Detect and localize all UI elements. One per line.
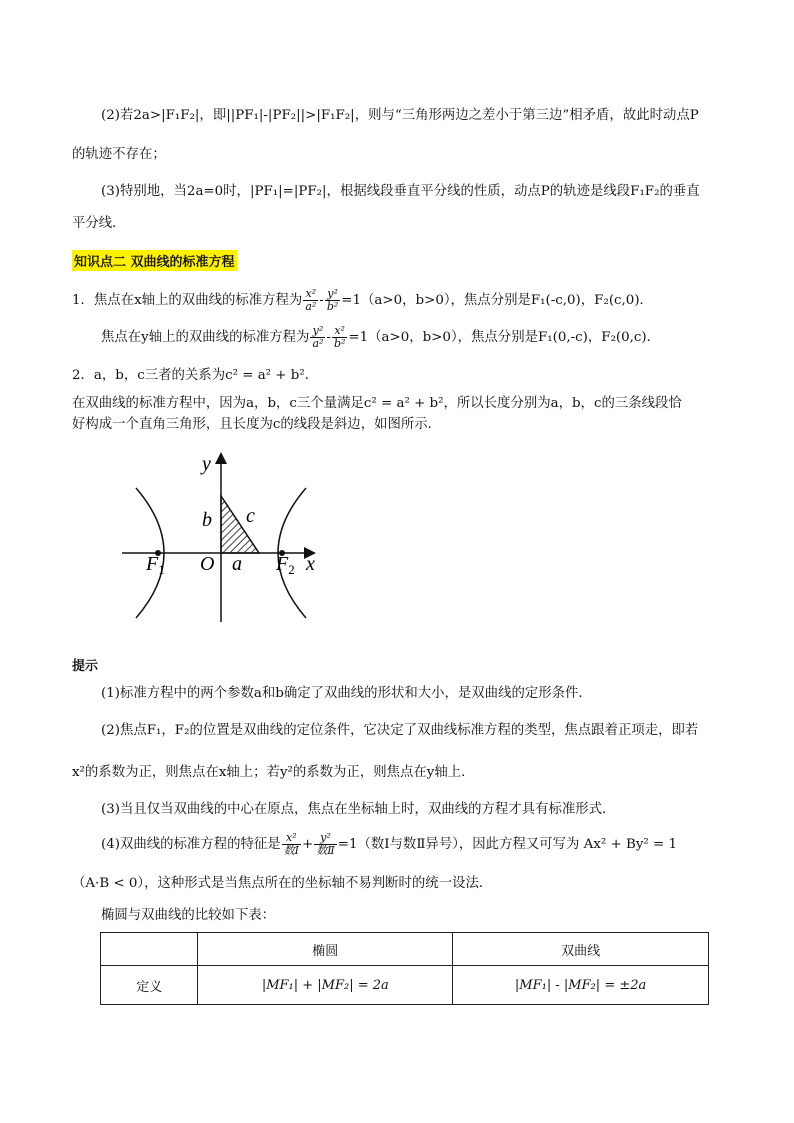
item1y-text-post: =1（a>0，b>0），焦点分别是F₁(0,-c)，F₂(0,c)． xyxy=(348,330,661,345)
label-c: c xyxy=(246,505,255,527)
comparison-table xyxy=(100,932,709,1005)
fraction-x2-a2: $\frac{\text{x²}}{\text{a²}}$ xyxy=(305,287,317,313)
label-b: b xyxy=(202,509,212,531)
minus-sign: - xyxy=(319,293,324,308)
tips-heading: 提示 xyxy=(72,659,99,674)
label-f2: $F_2$ xyxy=(276,553,295,577)
minus-sign-2: - xyxy=(326,330,331,345)
fraction-y2-b2: $\frac{\text{y²}}{\text{b²}}$ xyxy=(326,287,339,313)
tip-2-line2: x²的系数为正，则焦点在x轴上；若y²的系数为正，则焦点在y轴上． xyxy=(72,765,475,780)
header-cell-hyperbola: 双曲线 xyxy=(453,933,709,966)
tip-1: (1)标准方程中的两个参数a和b确定了双曲线的形状和大小，是双曲线的定形条件． xyxy=(101,686,592,701)
tip-4-line2: （A·B < 0），这种形式是当焦点所在的坐标轴不易判断时的统一设法． xyxy=(72,876,493,891)
label-x: x xyxy=(306,553,315,575)
header-cell-empty xyxy=(101,933,198,966)
ellipse-definition: |MF₁| + |MF₂| = 2a xyxy=(198,966,453,1005)
fraction-y2-num2: $\frac{\text{y²}}{\text{数Ⅱ}}$ xyxy=(316,831,335,857)
tip4-text-pre: (4)双曲线的标准方程的特征是 xyxy=(101,837,281,852)
plus-sign: + xyxy=(302,837,314,852)
row-label-definition: 定义 xyxy=(101,966,198,1005)
section-heading: 知识点二 双曲线的标准方程 xyxy=(72,250,237,271)
para-2-line1: (2)若2a>|F₁F₂|，即||PF₁|-|PF₂||>|F₁F₂|，则与“三角形两边之差小于第三边”相矛盾，故此时动点P xyxy=(101,108,699,123)
item1-text-post: =1（a>0，b>0），焦点分别是F₁(-c,0)，F₂(c,0)． xyxy=(341,293,653,308)
fraction-x2-b2: $\frac{\text{x²}}{\text{b²}}$ xyxy=(333,324,346,350)
item1-x-axis xyxy=(72,286,653,316)
label-a: a xyxy=(232,553,242,575)
label-y: y xyxy=(202,453,211,475)
table-row xyxy=(101,966,709,1005)
tip-2-line1: (2)焦点F₁，F₂的位置是双曲线的定位条件，它决定了双曲线标准方程的类型，焦点跟着正项走，即若 xyxy=(101,723,699,738)
tip4-text-mid: =1（数Ⅰ与数Ⅱ异号），因此方程又可写为 Ax² + By² = 1 xyxy=(337,837,678,852)
tip-3: (3)当且仅当双曲线的中心在原点，焦点在坐标轴上时，双曲线的方程才具有标准形式． xyxy=(101,802,616,817)
item2-explain-2: 好构成一个直角三角形，且长度为c的线段是斜边，如图所示． xyxy=(72,417,442,432)
item2-relation: 2．a，b，c三者的关系为c² = a² + b²． xyxy=(72,368,319,383)
label-o: O xyxy=(200,553,215,575)
para-2-line2: 的轨迹不存在； xyxy=(72,147,166,162)
item1y-text-pre: 焦点在y轴上的双曲线的标准方程为 xyxy=(101,330,310,345)
header-cell-ellipse: 椭圆 xyxy=(198,933,453,966)
item2-explain-1: 在双曲线的标准方程中，因为a，b，c三个量满足c² = a² + b²，所以长度分别为a，b，c的三条线段恰 xyxy=(72,396,682,411)
item1-text-pre: 1．焦点在x轴上的双曲线的标准方程为 xyxy=(72,293,303,308)
para-3-line2: 平分线． xyxy=(72,216,126,231)
para-3-line1: (3)特别地，当2a=0时，|PF₁|=|PF₂|，根据线段垂直平分线的性质，动点P的轨迹是线段F₁F₂的垂直 xyxy=(101,184,700,199)
tip-4-line1 xyxy=(101,830,677,860)
hyperbola-figure xyxy=(120,450,340,630)
fraction-y2-a2: $\frac{\text{y²}}{\text{a²}}$ xyxy=(312,324,324,350)
table-header-row xyxy=(101,933,709,966)
label-f1: $F_1$ xyxy=(146,553,165,577)
item1-y-axis xyxy=(101,323,660,353)
hyperbola-definition: |MF₁| - |MF₂| = ±2a xyxy=(453,966,709,1005)
fraction-x2-num1: $\frac{\text{x²}}{\text{数Ⅰ}}$ xyxy=(283,831,300,857)
tip-5: 椭圆与双曲线的比较如下表： xyxy=(101,908,276,923)
